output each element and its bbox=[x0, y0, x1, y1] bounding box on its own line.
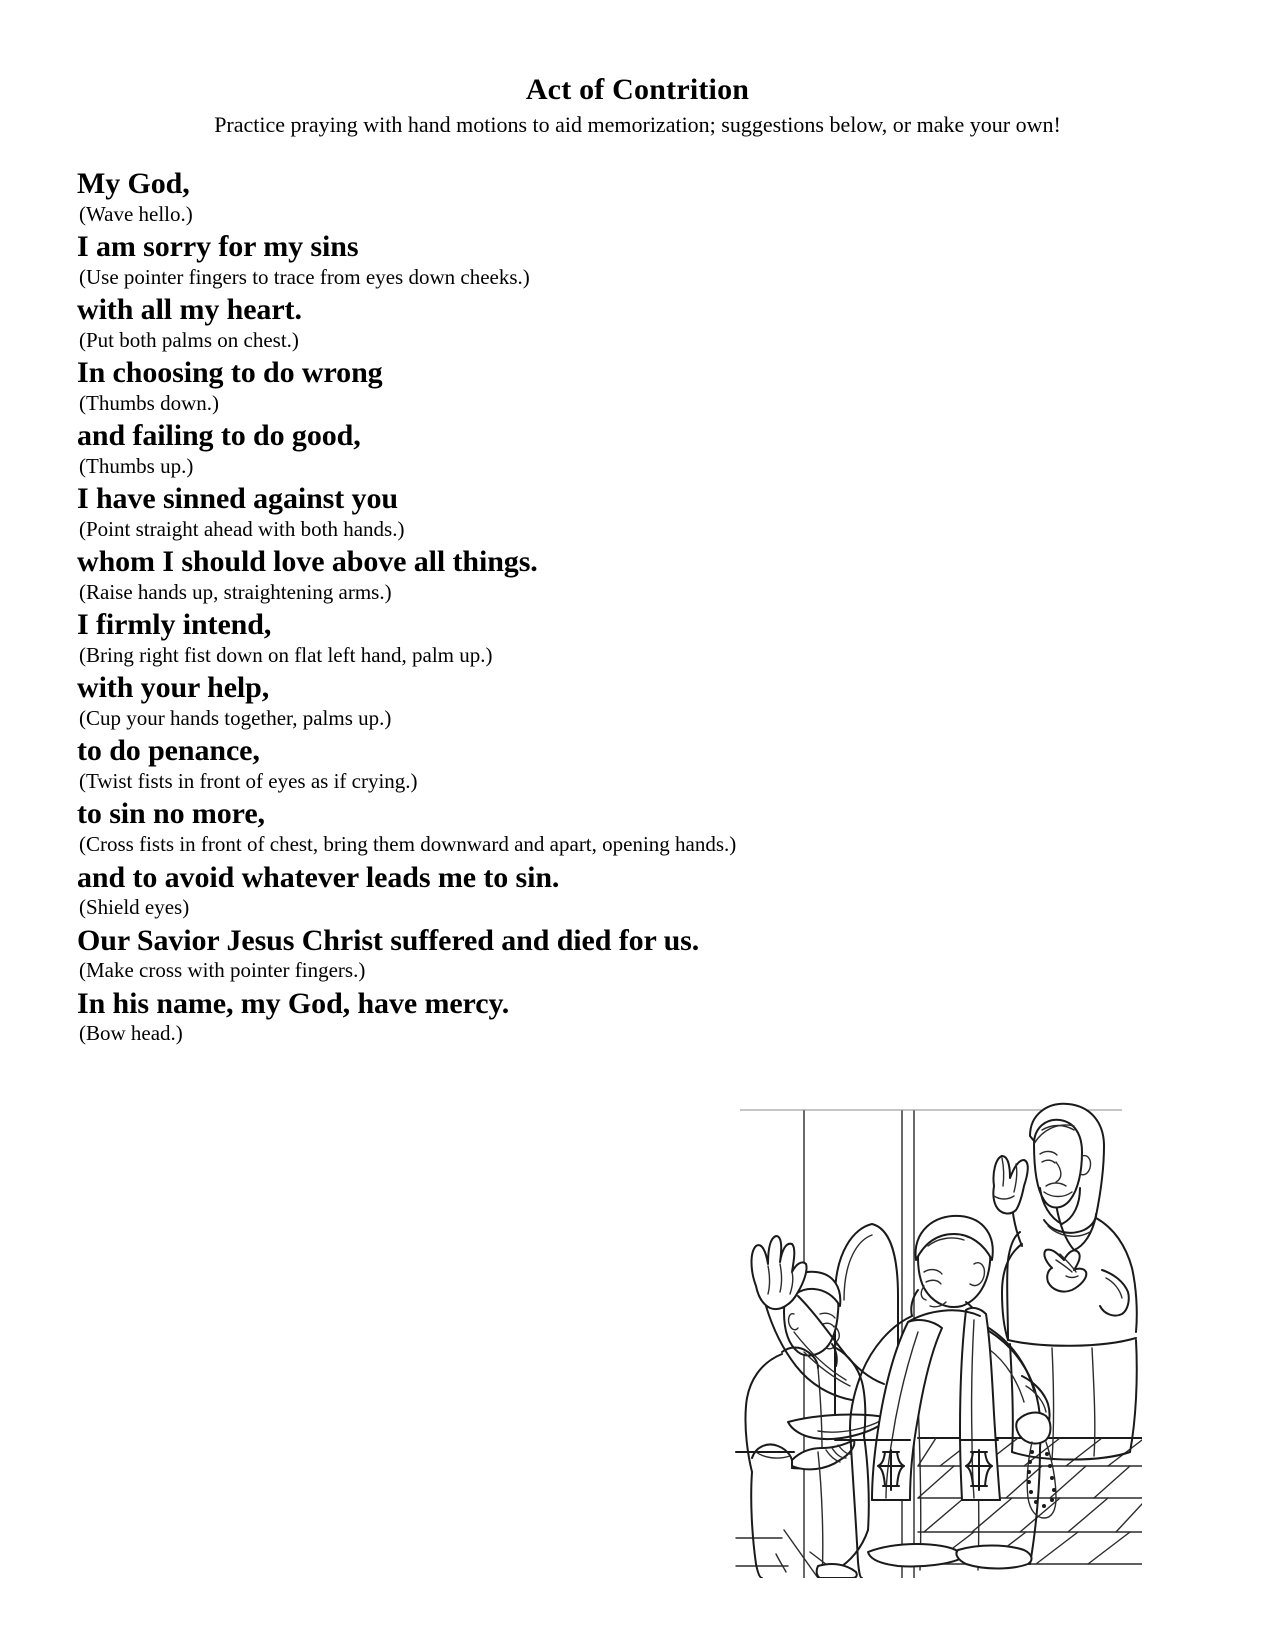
prayer-verse bbox=[77, 923, 1187, 983]
prayer-line: In his name, my God, have mercy. bbox=[77, 986, 510, 1020]
hand-motion-note: (Twist fists in front of eyes as if crying.) bbox=[79, 769, 418, 794]
prayer-verse bbox=[77, 481, 1187, 541]
hand-motion-note: (Point straight ahead with both hands.) bbox=[79, 516, 405, 541]
prayer-line: with your help, bbox=[77, 671, 270, 705]
prayer-line: to do penance, bbox=[77, 734, 260, 768]
hand-motion-note: (Bow head.) bbox=[79, 1021, 183, 1046]
prayer-body bbox=[77, 166, 1187, 1049]
prayer-verse bbox=[77, 355, 1187, 415]
hand-motion-note: (Cup your hands together, palms up.) bbox=[79, 706, 392, 731]
page-subtitle: Practice praying with hand motions to aid memorization; suggestions below, or make your own! bbox=[214, 111, 1061, 137]
page-title: Act of Contrition bbox=[525, 73, 750, 106]
prayer-verse bbox=[77, 670, 1187, 730]
prayer-line: Our Savior Jesus Christ suffered and died for us. bbox=[77, 923, 700, 957]
hand-motion-note: (Thumbs up.) bbox=[79, 453, 194, 478]
page-header bbox=[0, 74, 1275, 137]
hand-motion-note: (Wave hello.) bbox=[79, 201, 193, 226]
confession-illustration bbox=[722, 1100, 1142, 1578]
hand-motion-note: (Shield eyes) bbox=[79, 895, 190, 920]
prayer-line: and failing to do good, bbox=[77, 419, 361, 453]
prayer-verse bbox=[77, 166, 1187, 226]
prayer-line: and to avoid whatever leads me to sin. bbox=[77, 860, 560, 894]
prayer-verse bbox=[77, 229, 1187, 289]
hand-motion-note: (Use pointer fingers to trace from eyes down cheeks.) bbox=[79, 264, 530, 289]
hand-motion-note: (Cross fists in front of chest, bring them downward and apart, opening hands.) bbox=[79, 832, 737, 857]
prayer-line: with all my heart. bbox=[77, 293, 302, 327]
prayer-verse bbox=[77, 418, 1187, 478]
hand-motion-note: (Bring right fist down on flat left hand, palm up.) bbox=[79, 643, 493, 668]
prayer-line: whom I should love above all things. bbox=[77, 545, 538, 579]
hand-motion-note: (Thumbs down.) bbox=[79, 390, 219, 415]
hand-motion-note: (Put both palms on chest.) bbox=[79, 327, 299, 352]
hand-motion-note: (Raise hands up, straightening arms.) bbox=[79, 579, 392, 604]
prayer-verse bbox=[77, 733, 1187, 793]
prayer-line: I am sorry for my sins bbox=[77, 230, 359, 264]
hand-motion-note: (Make cross with pointer fingers.) bbox=[79, 958, 366, 983]
prayer-line: I have sinned against you bbox=[77, 482, 398, 516]
prayer-verse bbox=[77, 860, 1187, 920]
prayer-verse bbox=[77, 544, 1187, 604]
prayer-verse bbox=[77, 986, 1187, 1046]
prayer-line: to sin no more, bbox=[77, 797, 265, 831]
prayer-verse bbox=[77, 292, 1187, 352]
prayer-verse bbox=[77, 607, 1187, 667]
prayer-line: In choosing to do wrong bbox=[77, 356, 383, 390]
prayer-line: I firmly intend, bbox=[77, 608, 272, 642]
prayer-verse bbox=[77, 796, 1187, 856]
prayer-line: My God, bbox=[77, 167, 190, 200]
confession-illustration-svg bbox=[722, 1100, 1142, 1578]
